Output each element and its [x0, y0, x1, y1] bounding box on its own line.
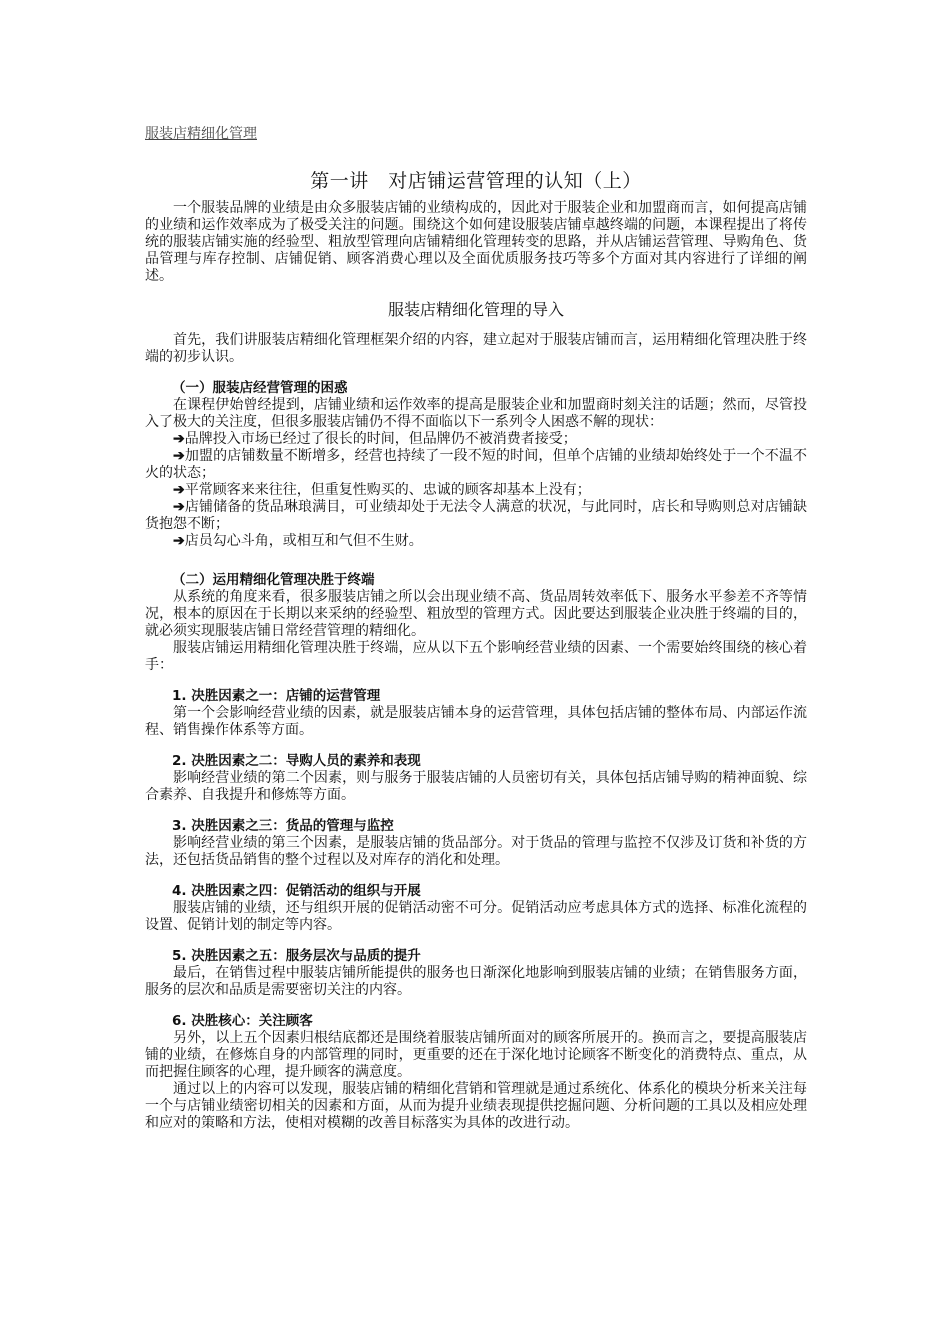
factor-heading: 2. 决胜因素之二：导购人员的素养和表现	[172, 753, 421, 769]
factor-text: 另外，以上五个因素归根结底都还是围绕着服装店铺所面对的顾客所展开的。换而言之，要提高服装店铺的业绩，在修炼自身的内部管理的同时，更重要的还在于深化地讨论顾客不断变化的消费特点、重点，从而把握住顾客的心理，提升顾客的满意度。	[145, 1030, 807, 1080]
bullet-item	[145, 533, 807, 550]
bullet-item	[145, 448, 807, 482]
factor-heading: 5. 决胜因素之五：服务层次与品质的提升	[172, 948, 421, 964]
arrow-icon: ➔	[173, 482, 185, 498]
bullet-text: 店铺储备的货品琳琅满目，可业绩却处于无法令人满意的状况，与此同时，店长和导购则总对店铺缺货抱怨不断；	[145, 499, 807, 532]
factor-text: 最后，在销售过程中服装店铺所能提供的服务也日渐深化地影响到服装店铺的业绩；在销售服务方面，服务的层次和品质是需要密切关注的内容。	[145, 965, 807, 998]
bullet-text: 加盟的店铺数量不断增多，经营也持续了一段不短的时间，但单个店铺的业绩却始终处于一个不温不火的状态；	[145, 448, 807, 481]
bullet-text: 平常顾客来来往往，但重复性购买的、忠诚的顾客却基本上没有；	[184, 482, 591, 498]
intro-paragraph: 一个服装品牌的业绩是由众多服装店铺的业绩构成的，因此对于服装企业和加盟商而言，如何提高店铺的业绩和运作效率成为了极受关注的问题。围绕这个如何建设服装店铺卓越终端的问题，本课程提出了将传统的服装店铺实施的经验型、粗放型管理向店铺精细化管理转变的思路，并从店铺运营管理、导购角色、货品管理与库存控制、店铺促销、顾客消费心理以及全面优质服务技巧等多个方面对其内容进行了详细的阐述。	[145, 200, 807, 284]
section-heading-2: （二）运用精细化管理决胜于终端	[172, 572, 375, 588]
factor-heading: 4. 决胜因素之四：促销活动的组织与开展	[172, 883, 421, 899]
section2-paragraph-1: 从系统的角度来看，很多服装店铺之所以会出现业绩不高、货品周转效率低下、服务水平参差不齐等情况，根本的原因在于长期以来采纳的经验型、粗放型的管理方式。因此要达到服装企业决胜于终端的目的，就必须实现服装店铺日常经营管理的精细化。	[145, 589, 807, 639]
bullet-text: 店员勾心斗角，或相互和气但不生财。	[184, 533, 423, 549]
factor-text: 第一个会影响经营业绩的因素，就是服装店铺本身的运营管理，具体包括店铺的整体布局、内部运作流程、销售操作体系等方面。	[145, 705, 807, 738]
bullet-item	[145, 482, 807, 499]
factor-heading: 1. 决胜因素之一：店铺的运营管理	[172, 688, 381, 704]
closing-paragraph: 通过以上的内容可以发现，服装店铺的精细化营销和管理就是通过系统化、体系化的模块分析来关注每一个与店铺业绩密切相关的因素和方面，从而为提升业绩表现提供挖掘问题、分析问题的工具以及相应处理和应对的策略和方法，使相对模糊的改善目标落实为具体的改进行动。	[145, 1081, 807, 1131]
bullet-item	[145, 431, 807, 448]
page-title: 第一讲 对店铺运营管理的认知（上）	[310, 170, 642, 192]
document-page	[145, 126, 807, 1132]
factor-heading: 3. 决胜因素之三：货品的管理与监控	[172, 818, 394, 834]
arrow-icon: ➔	[173, 499, 185, 515]
arrow-icon: ➔	[173, 533, 185, 549]
header-link[interactable]: 服装店精细化管理	[145, 126, 257, 142]
factor-text: 服装店铺的业绩，还与组织开展的促销活动密不可分。促销活动应考虑具体方式的选择、标准化流程的设置、促销计划的制定等内容。	[145, 900, 807, 933]
bullet-text: 品牌投入市场已经过了很长的时间，但品牌仍不被消费者接受；	[184, 431, 577, 447]
section2-paragraph-2: 服装店铺运用精细化管理决胜于终端，应从以下五个影响经营业绩的因素、一个需要始终围绕的核心着手：	[145, 640, 807, 673]
factor-heading: 6. 决胜核心：关注顾客	[172, 1013, 313, 1029]
arrow-icon: ➔	[173, 431, 185, 447]
factor-text: 影响经营业绩的第三个因素，是服装店铺的货品部分。对于货品的管理与监控不仅涉及订货和补货的方法，还包括货品销售的整个过程以及对库存的消化和处理。	[145, 835, 807, 868]
arrow-icon: ➔	[173, 448, 185, 464]
factor-text: 影响经营业绩的第二个因素，则与服务于服装店铺的人员密切有关，具体包括店铺导购的精神面貌、综合素养、自我提升和修炼等方面。	[145, 770, 807, 803]
section1-paragraph: 在课程伊始曾经提到，店铺业绩和运作效率的提高是服装企业和加盟商时刻关注的话题；然而，尽管投入了极大的关注度，但很多服装店铺仍不得不面临以下一系列令人困惑不解的现状：	[145, 397, 807, 430]
section-heading-1: （一）服装店经营管理的困惑	[172, 380, 348, 396]
section-subtitle: 服装店精细化管理的导入	[387, 300, 564, 319]
bullet-item	[145, 499, 807, 533]
lead-paragraph: 首先，我们讲服装店精细化管理框架介绍的内容，建立起对于服装店铺而言，运用精细化管理决胜于终端的初步认识。	[145, 332, 807, 365]
